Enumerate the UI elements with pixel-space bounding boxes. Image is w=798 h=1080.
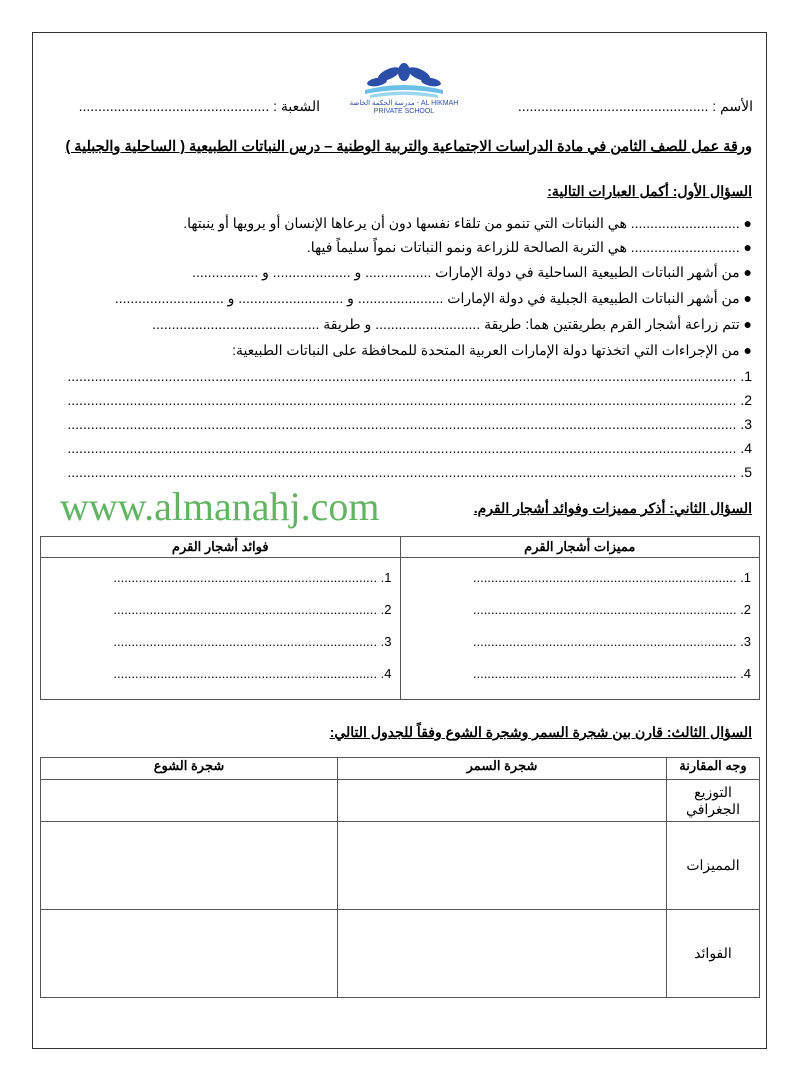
q1-item: ● تتم زراعة أشجار القرم بطريقتين هما: طريقة ........................... و طريقة ........................................... xyxy=(152,316,752,332)
row-label: الفوائد xyxy=(667,910,760,998)
q1-item: ● من أشهر النباتات الطبيعية الساحلية في دولة الإمارات ................. و .................... و ................. xyxy=(192,264,752,280)
features-cell[interactable]: 1. ......................................................................... 2. ......................................................................... 3. ......................................................................... 4. ......................................................................... xyxy=(400,558,760,700)
row-label: التوزيع الجغرافي xyxy=(667,780,760,822)
school-logo xyxy=(345,62,463,100)
q1-item-text: ............................ هي النباتات التي تنمو من تلقاء نفسها دون أن يرعاها الإنسان أو يرويها أو ينبتها. xyxy=(183,215,740,231)
q1-item-text: من أشهر النباتات الطبيعية الساحلية في دولة الإمارات ................. و .................... و ................. xyxy=(192,264,740,280)
name-field[interactable]: الأسم : ................................................. xyxy=(517,98,753,114)
answer-cell[interactable] xyxy=(338,822,667,910)
row-number: 2. xyxy=(380,602,392,617)
q2-heading: السؤال الثاني: أذكر مميزات وفوائد أشجار القرم. xyxy=(473,500,752,516)
q1-item-text: ............................ هي التربة الصالحة للزراعة ونمو النباتات نمواً سليماً فيها. xyxy=(306,239,740,255)
q1-item-text: تتم زراعة أشجار القرم بطريقتين هما: طريقة ........................... و طريقة ........................................... xyxy=(152,316,740,332)
line-number: 3. xyxy=(740,416,752,432)
q1-item-text: من أشهر النباتات الطبيعية الجبلية في دولة الإمارات ...................... و ........................... و ............................ xyxy=(114,290,740,306)
row-number: 3. xyxy=(740,634,751,649)
line-number: 4. xyxy=(740,440,752,456)
row-number: 4. xyxy=(380,666,392,681)
header-samr: شجرة السمر xyxy=(338,758,667,780)
answer-cell[interactable] xyxy=(41,822,338,910)
answer-line[interactable]: 2. ............................................................................................................................................................................ xyxy=(67,392,752,408)
line-number: 1. xyxy=(740,368,752,384)
row-number: 4. xyxy=(740,666,751,681)
answer-line[interactable]: 3. ............................................................................................................................................................................ xyxy=(67,416,752,432)
answer-cell[interactable] xyxy=(41,910,338,998)
row-number: 2. xyxy=(740,602,751,617)
line-number: 2. xyxy=(740,392,752,408)
col-features-header: مميزات أشجار القرم xyxy=(400,537,760,558)
answer-line[interactable]: 5. ............................................................................................................................................................................ xyxy=(67,464,752,480)
q1-item: ● ............................ هي النباتات التي تنمو من تلقاء نفسها دون أن يرعاها الإنسان أو يرويها أو ينبتها. xyxy=(183,215,752,231)
answer-line[interactable]: 4. ............................................................................................................................................................................ xyxy=(67,440,752,456)
header-shoa: شجرة الشوع xyxy=(41,758,338,780)
row-number: 1. xyxy=(740,570,751,585)
school-logo-text: مدرسة الحكمة الخاصة - AL HIKMAH PRIVATE SCHOOL xyxy=(349,100,459,115)
section-field[interactable]: الشعبة : ................................................. xyxy=(78,98,320,114)
watermark: www.almanahj.com xyxy=(60,484,380,529)
answer-line[interactable]: 1. ............................................................................................................................................................................ xyxy=(67,368,752,384)
answer-cell[interactable] xyxy=(41,780,338,822)
row-number: 1. xyxy=(380,570,392,585)
q1-item: ● ............................ هي التربة الصالحة للزراعة ونمو النباتات نمواً سليماً فيها. xyxy=(306,239,752,255)
q2-table xyxy=(40,536,760,700)
q1-item: ● من الإجراءات التي اتخذتها دولة الإمارات العربية المتحدة للمحافظة على النباتات الطبيعية: xyxy=(232,342,752,358)
q3-heading: السؤال الثالث: قارن بين شجرة السمر وشجرة الشوع وفقاً للجدول التالي: xyxy=(329,724,752,740)
worksheet-title: ورقة عمل للصف الثامن في مادة الدراسات الاجتماعية والتربية الوطنية – درس النباتات الطبيعية ( الساحلية والجبلية ) xyxy=(65,139,752,155)
answer-cell[interactable] xyxy=(338,910,667,998)
benefits-cell[interactable]: 1. ......................................................................... 2. ......................................................................... 3. ......................................................................... 4. ......................................................................... xyxy=(41,558,401,700)
answer-cell[interactable] xyxy=(338,780,667,822)
row-number: 3. xyxy=(380,634,392,649)
q1-item: ● من أشهر النباتات الطبيعية الجبلية في دولة الإمارات ...................... و ........................... و ............................ xyxy=(114,290,752,306)
line-number: 5. xyxy=(740,464,752,480)
header-comparison: وجه المقارنة xyxy=(667,758,760,780)
q1-heading: السؤال الأول: أكمل العبارات التالية: xyxy=(547,183,752,199)
row-label: المميزات xyxy=(667,822,760,910)
q1-item-text: من الإجراءات التي اتخذتها دولة الإمارات العربية المتحدة للمحافظة على النباتات الطبيعية: xyxy=(232,342,740,358)
col-benefits-header: فوائد أشجار القرم xyxy=(41,537,401,558)
q3-table xyxy=(40,757,760,998)
